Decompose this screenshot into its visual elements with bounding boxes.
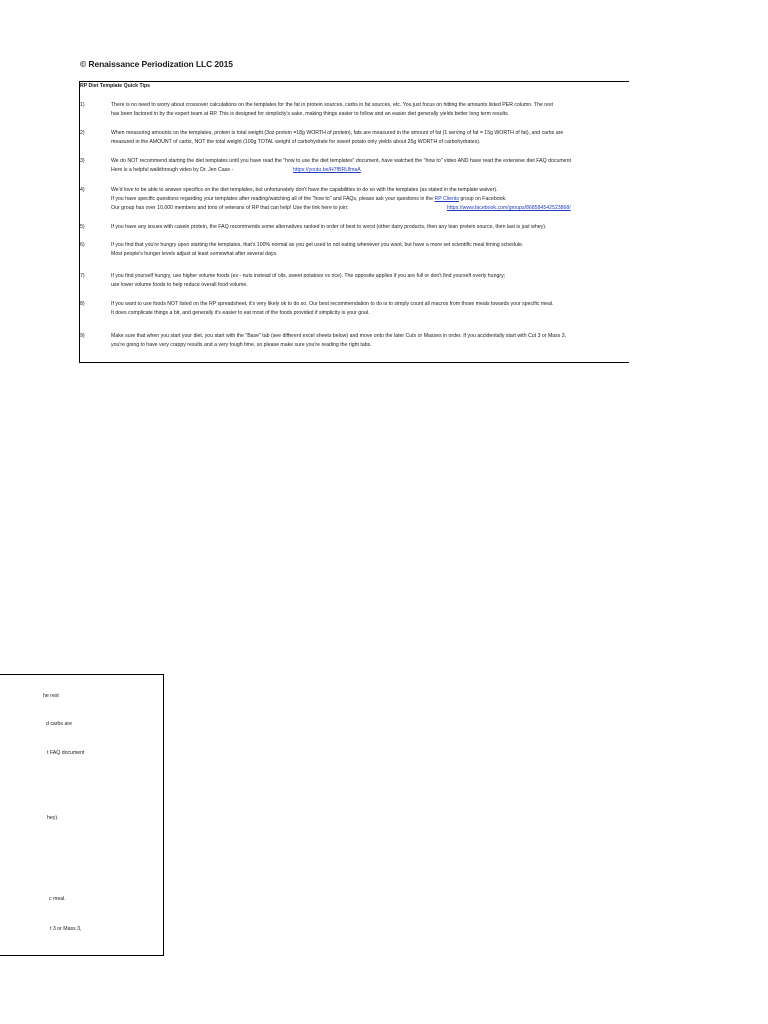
tip-line: Make sure that when you start your diet, you start with the "Base" tab (see different excel sheets below) and move onto the later Cuts or Masses in order. If you accidentally start with Cut 3 or Mass 3,: [111, 333, 567, 339]
tip-number: 5): [80, 224, 85, 230]
overflow-fragment: d carbs are: [46, 721, 72, 727]
overflow-fragment: c meal.: [49, 896, 66, 902]
tip-line: It does complicate things a bit, and generally it's easier to eat most of the foods provided if simplicity is your goal.: [111, 310, 370, 316]
facebook-group-link[interactable]: https://www.facebook.com/groups/868584542523868/: [447, 205, 571, 211]
tip-line-text: group on Facebook.: [460, 196, 507, 202]
tip-line: We'd love to be able to answer specifics on the diet templates, but unfortunately don't have the capabilities to do so with the templates (as stated in the template waiver).: [111, 187, 498, 193]
overflow-fragment: he rest: [43, 693, 59, 699]
tip-number: 8): [80, 301, 85, 307]
tip-line: When measuring amounts on the templates, protein is total weight (3oz protein =18g WORTH of protein), fats are measured in the amount of fat (1 serving of fat = 15g WORTH of fat), and carbs are: [111, 130, 564, 136]
walkthrough-video-link[interactable]: https://youtu.be/H7fBRUlmaA: [293, 167, 361, 173]
tip-line: If you find yourself hungry, use higher volume foods (ex - nuts instead of oils, sweet potatoes vs rice). The opposite applies if you are full or don't find yourself overly hungry;: [111, 273, 506, 279]
quick-tips-box: [79, 81, 629, 363]
tip-line: Here is a helpful walkthrough video by Dr. Jen Case -: [111, 167, 234, 173]
tip-line-text: If you have specific questions regarding your templates after reading/watching all of the "how to" and FAQs, please ask your questions in the: [111, 196, 434, 202]
tip-line: use lower volume foods to help reduce overall food volume.: [111, 282, 248, 288]
tip-number: 7): [80, 273, 85, 279]
tip-line: Most people's hunger levels adjust at least somewhat after several days.: [111, 251, 278, 257]
copyright-heading: © Renaissance Periodization LLC 2015: [80, 59, 233, 69]
tip-number: 2): [80, 130, 85, 136]
tip-line: you're going to have very crappy results and a very tough time, so please make sure you're reading the right tabs.: [111, 342, 372, 348]
tip-line: has been factored in by the expert team at RP. This is designed for simplicity's sake, making things easier to follow and an easier diet generally yields better long term results.: [111, 111, 510, 117]
tip-line: [111, 195, 507, 204]
tip-line: If you find that you're hungry upon starting the templates, that's 100% normal as you get used to not eating whenever you want, but have a more set scientific meal timing schedule.: [111, 242, 524, 248]
overflow-page-box: [0, 674, 164, 956]
tip-number: 9): [80, 333, 85, 339]
rp-clients-group-link[interactable]: RP Clients: [434, 196, 459, 202]
tip-line: If you have any issues with casein protein, the FAQ recommends some alternatives ranked in order of best to worst (other dairy products, then any lean protein source, then last is just whey).: [111, 224, 547, 230]
box-title: RP Diet Template Quick Tips: [80, 83, 151, 89]
tip-line: We do NOT recommend starting the diet templates until you have read the "how to use the diet templates" document, have watched the "how to" video AND have read the extensive diet FAQ document: [111, 158, 571, 164]
tip-line: measured in the AMOUNT of carbs, NOT the total weight (100g TOTAL weight of carbohydrate for sweet potato only yields about 25g WORTH of carbohydrates).: [111, 139, 481, 145]
tip-number: 6): [80, 242, 85, 248]
overflow-fragment: hey).: [47, 815, 59, 821]
tip-number: 3): [80, 158, 85, 164]
tip-number: 4): [80, 187, 85, 193]
tip-number: 1): [80, 102, 85, 108]
tip-line: There is no need to worry about crossover calculations on the templates for the fat in protein sources, carbs in fat sources, etc. You just focus on hitting the amounts listed PER column. The rest: [111, 102, 553, 108]
overflow-fragment: t FAQ document: [47, 750, 85, 756]
tip-line: If you want to use foods NOT listed on the RP spreadsheet, it's very likely ok to do so. Our best recommendation to do is to simply count all macros from those meals towards your specific meal.: [111, 301, 554, 307]
overflow-fragment: t 3 or Mass 3,: [50, 926, 82, 932]
tip-line: Our group has over 10,000 members and tons of veterans of RP that can help! Use the link here to join:: [111, 205, 349, 211]
